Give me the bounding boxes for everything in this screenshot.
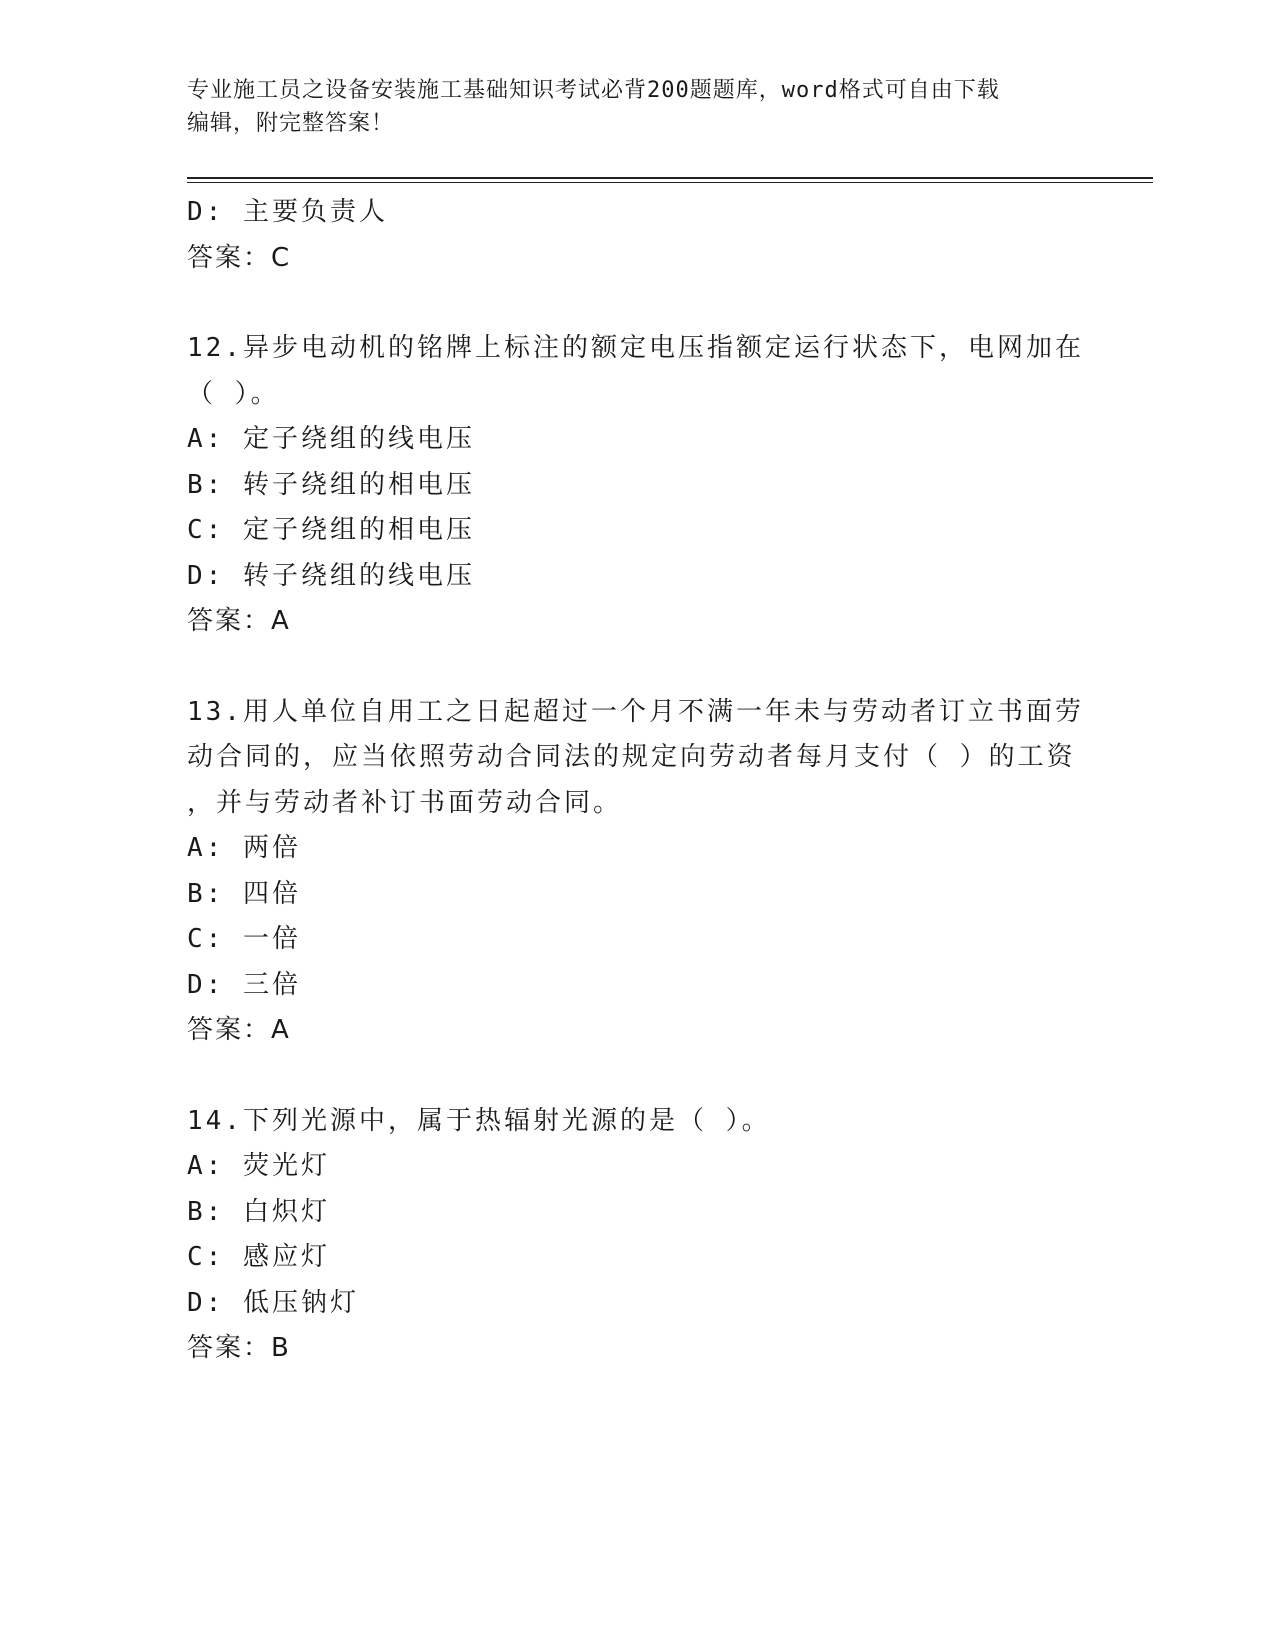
answer: 答案：A <box>187 1015 291 1045</box>
option-d: D: 三倍 <box>187 969 301 1000</box>
option-c: C: 定子绕组的相电压 <box>187 515 475 545</box>
option-a: A: 荧光灯 <box>187 1151 330 1181</box>
question-list <box>187 190 1087 1372</box>
question-14 <box>187 1099 1087 1372</box>
question-text-line: 12.异步电动机的铭牌上标注的额定电压指额定运行状态下，电网加在 <box>187 333 1084 363</box>
option-c: C: 感应灯 <box>187 1242 330 1272</box>
option-a: A: 定子绕组的线电压 <box>187 424 475 454</box>
question-text-line: 13.用人单位自用工之日起超过一个月不满一年未与劳动者订立书面劳 <box>187 696 1084 727</box>
prev-option-d: D: 主要负责人 <box>187 197 388 227</box>
question-text-line: ，并与劳动者补订书面劳动合同。 <box>187 787 623 818</box>
answer: 答案：A <box>187 606 291 636</box>
answer: 答案：B <box>187 1333 291 1363</box>
question-text-line: 14.下列光源中，属于热辐射光源的是（ ）。 <box>187 1105 771 1136</box>
option-a: A: 两倍 <box>187 833 301 863</box>
question-13 <box>187 690 1087 1054</box>
question-12 <box>187 326 1087 645</box>
header-line-1: 专业施工员之设备安装施工基础知识考试必背200题题库，word格式可自由下载 <box>187 78 1000 103</box>
header-rule-thin <box>187 182 1153 183</box>
question-text-line: 动合同的，应当依照劳动合同法的规定向劳动者每月支付（ ）的工资 <box>187 742 1076 772</box>
option-b: B: 白炽灯 <box>187 1196 330 1227</box>
header-line-2: 编辑，附完整答案！ <box>187 111 395 136</box>
prev-answer: 答案：C <box>187 242 292 273</box>
header-rule-thick <box>187 177 1153 179</box>
document-header <box>187 74 1067 140</box>
option-c: C: 一倍 <box>187 924 301 954</box>
question-text-line: （ ）。 <box>187 378 280 409</box>
option-b: B: 四倍 <box>187 878 301 909</box>
option-d: D: 低压钠灯 <box>187 1287 359 1318</box>
option-b: B: 转子绕组的相电压 <box>187 469 475 500</box>
option-d: D: 转子绕组的线电压 <box>187 560 475 591</box>
